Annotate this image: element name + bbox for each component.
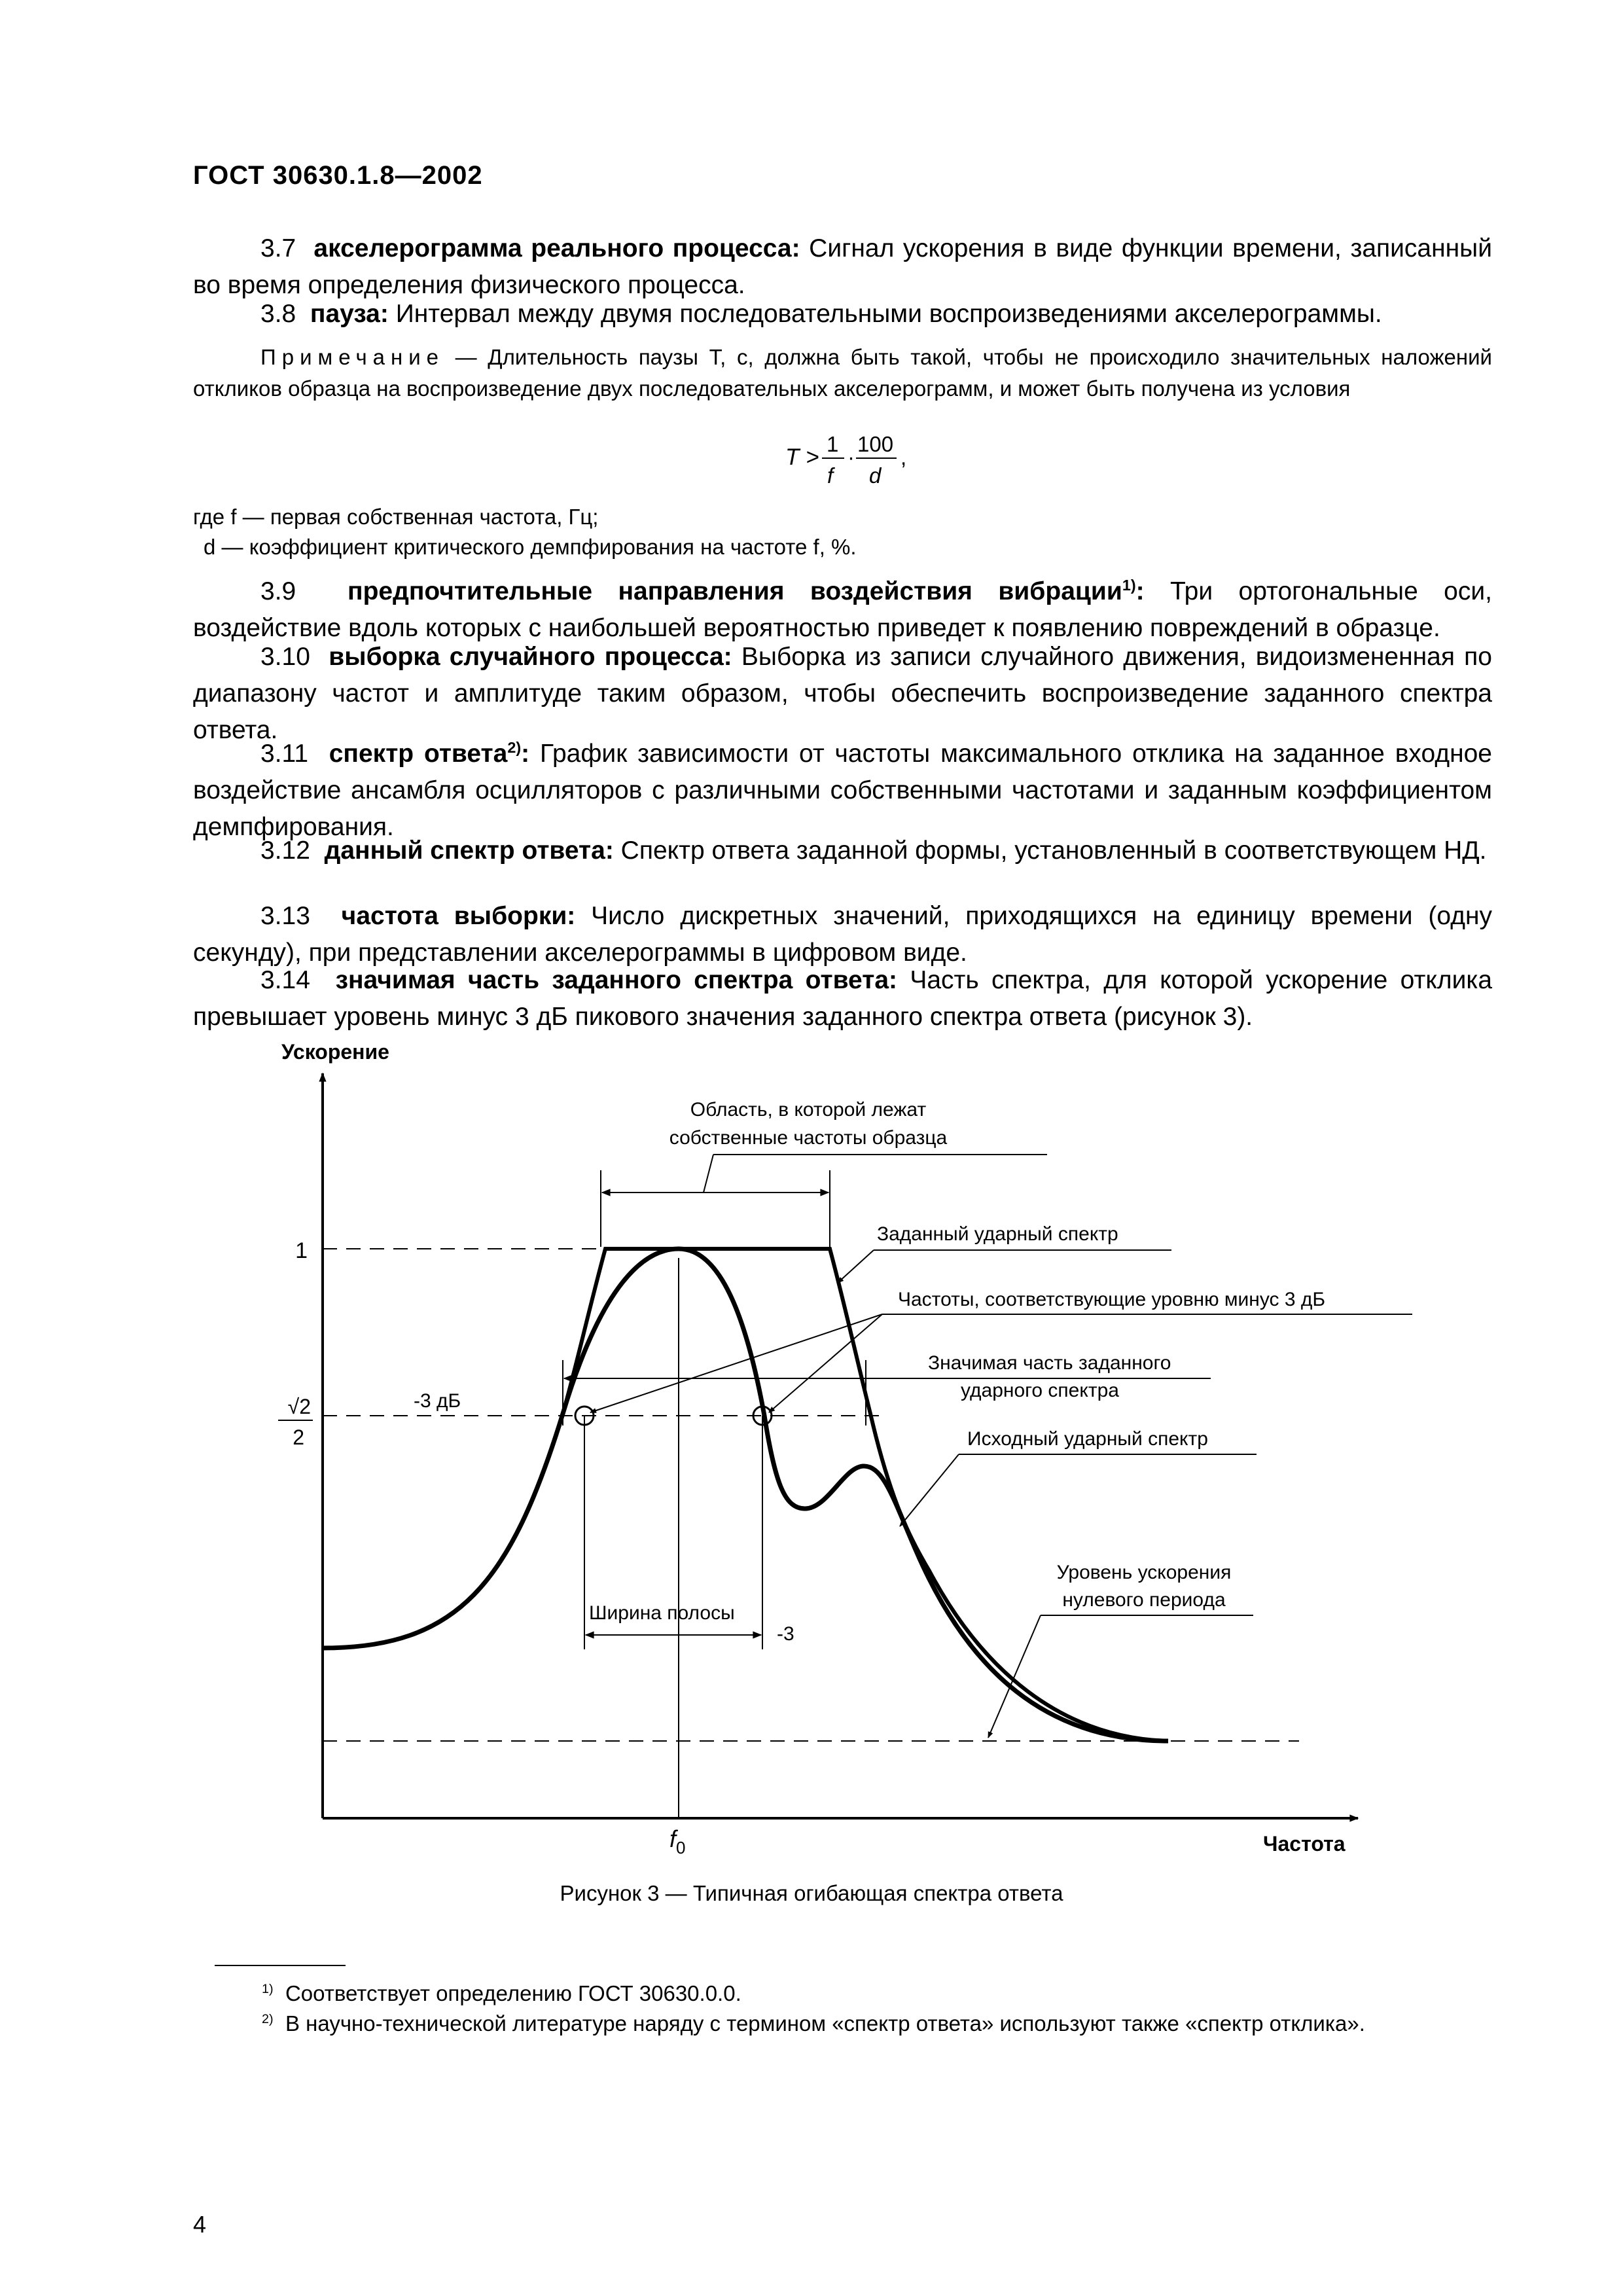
where-line-1: где f — первая собственная частота, Гц; bbox=[193, 505, 599, 529]
minus3db-label: -3 дБ bbox=[414, 1390, 461, 1412]
footnote-ref[interactable]: 2) bbox=[507, 739, 522, 756]
footnote-text: В научно-технической литературе наряду с термином «спектр ответа» используют также «спектр отклика». bbox=[285, 2011, 1365, 2036]
formula-tail: , bbox=[901, 445, 907, 469]
figure-3-response-spectrum bbox=[0, 1021, 1623, 1878]
zero-period-label-line2: нулевого периода bbox=[1062, 1589, 1226, 1611]
paragraph-3-7 bbox=[193, 230, 1492, 304]
bandwidth-suffix: -3 bbox=[777, 1623, 794, 1645]
footnote-mark: 2) bbox=[262, 2012, 274, 2026]
y-axis-label: Ускорение bbox=[281, 1040, 389, 1064]
y-tick-2: 2 bbox=[293, 1426, 304, 1449]
term: предпочтительные направления воздействия вибрации bbox=[348, 577, 1122, 605]
definition: График зависимости от частоты максимального отклика на заданное входное воздействие ансамбля осцилляторов с различными собственными частотами и заданным коэффициентом демпфирования. bbox=[193, 740, 1492, 841]
x-tick-f0: $f_0$ bbox=[669, 1825, 686, 1857]
paragraph-3-8 bbox=[193, 296, 1492, 332]
definition: Выборка из записи случайного движения, видоизмененная по диапазону частот и амплитуде таким образом, чтобы обеспечить воспроизведение заданного спектра ответа. bbox=[193, 643, 1492, 744]
clause-number: 3.12 bbox=[260, 836, 310, 865]
formula-dot: · bbox=[847, 445, 855, 469]
formula-num1: 1 bbox=[827, 432, 839, 456]
freq-minus3-label: Частоты, соответствующие уровню минус 3 дБ bbox=[898, 1289, 1326, 1310]
term: данный спектр ответа: bbox=[324, 836, 614, 865]
region-label-line2: собственные частоты образца bbox=[669, 1127, 948, 1149]
clause-number: 3.11 bbox=[260, 740, 309, 768]
zero-period-label-line1: Уровень ускорения bbox=[1056, 1562, 1232, 1583]
document-header: ГОСТ 30630.1.8—2002 bbox=[193, 161, 483, 190]
term: выборка случайного процесса: bbox=[329, 643, 732, 671]
paragraph-3-10 bbox=[193, 639, 1492, 749]
footnote-ref[interactable]: 1) bbox=[1122, 577, 1136, 594]
figure-caption: Рисунок 3 — Типичная огибающая спектра ответа bbox=[560, 1881, 1063, 1905]
footnote-text: Соответствует определению ГОСТ 30630.0.0. bbox=[285, 1981, 741, 2005]
footnote-mark: 1) bbox=[262, 1982, 274, 1996]
term-colon: : bbox=[521, 740, 530, 768]
significant-label-line1: Значимая часть заданного bbox=[928, 1352, 1171, 1374]
clause-number: 3.13 bbox=[260, 902, 310, 930]
freq-minus3-arrow-left bbox=[590, 1314, 882, 1412]
y-tick-sqrt2: √2 bbox=[287, 1395, 311, 1418]
note-text: — Длительность паузы T, с, должна быть такой, чтобы не происходило значительных наложений откликов образца на воспроизведение двух последовательных акселерограмм, и может быть получена из условия bbox=[193, 345, 1492, 401]
original-shock-spectrum-curve bbox=[323, 1249, 1168, 1741]
term: частота выборки: bbox=[341, 902, 576, 930]
clause-number: 3.10 bbox=[260, 643, 310, 671]
formula-den2: d bbox=[869, 463, 882, 488]
footnote-2 bbox=[262, 2008, 1365, 2039]
definition: Часть спектра, для которой ускорение отклика превышает уровень минус 3 дБ пикового значения заданного спектра ответа (рисунок 3). bbox=[193, 966, 1493, 1031]
paragraph-3-11 bbox=[193, 736, 1492, 846]
paragraph-3-13 bbox=[193, 898, 1492, 971]
y-tick-1: 1 bbox=[295, 1238, 308, 1263]
footnote-1 bbox=[262, 1978, 741, 2009]
term: спектр ответа bbox=[329, 740, 508, 768]
x-axis-label: Частота bbox=[1263, 1832, 1346, 1856]
clause-number: 3.8 bbox=[260, 300, 296, 328]
note-label: Примечание bbox=[260, 345, 445, 369]
definition: Интервал между двумя последовательными воспроизведениями акселерограммы. bbox=[388, 300, 1382, 328]
formula-num2: 100 bbox=[857, 432, 894, 456]
footnote-separator bbox=[215, 1965, 346, 1966]
clause-number: 3.7 bbox=[260, 234, 296, 262]
given-spectrum-label: Заданный ударный спектр bbox=[877, 1223, 1118, 1245]
note bbox=[193, 342, 1492, 404]
term: значимая часть заданного спектра ответа: bbox=[335, 966, 898, 994]
bandwidth-label: Ширина полосы bbox=[589, 1602, 735, 1624]
region-label-line1: Область, в которой лежат bbox=[690, 1099, 927, 1121]
paragraph-3-12 bbox=[193, 833, 1492, 869]
definition: Число дискретных значений, приходящихся на единицу времени (одну секунду), при представлении акселерограммы в цифровом виде. bbox=[193, 902, 1493, 967]
page-number: 4 bbox=[193, 2211, 207, 2238]
term: акселерограмма реального процесса: bbox=[313, 234, 800, 262]
term: пауза: bbox=[310, 300, 389, 328]
formula-den1: f bbox=[827, 463, 834, 488]
where-line-2: d — коэффициент критического демпфирования на частоте f, %. bbox=[204, 535, 857, 559]
significant-label-line2: ударного спектра bbox=[961, 1380, 1119, 1401]
term-colon: : bbox=[1135, 577, 1145, 605]
definition: Три ортогональные оси, воздействие вдоль которых с наибольшей вероятностью приведет к появлению повреждений в образце. bbox=[193, 577, 1492, 642]
original-spectrum-label: Исходный ударный спектр bbox=[967, 1428, 1208, 1450]
original-spectrum-leader bbox=[900, 1454, 959, 1526]
definition: Спектр ответа заданной формы, установленный в соответствующем НД. bbox=[613, 836, 1487, 865]
formula-lhs: T > bbox=[785, 444, 819, 470]
paragraph-3-9 bbox=[193, 573, 1492, 647]
pause-formula bbox=[779, 425, 936, 497]
region-leader bbox=[704, 1155, 713, 1193]
given-shock-spectrum-curve bbox=[563, 1249, 1168, 1741]
clause-number: 3.9 bbox=[260, 577, 296, 605]
given-spectrum-leader bbox=[838, 1250, 874, 1283]
definition: Сигнал ускорения в виде функции времени, записанный во время определения физического процесса. bbox=[193, 234, 1493, 299]
clause-number: 3.14 bbox=[260, 966, 310, 994]
